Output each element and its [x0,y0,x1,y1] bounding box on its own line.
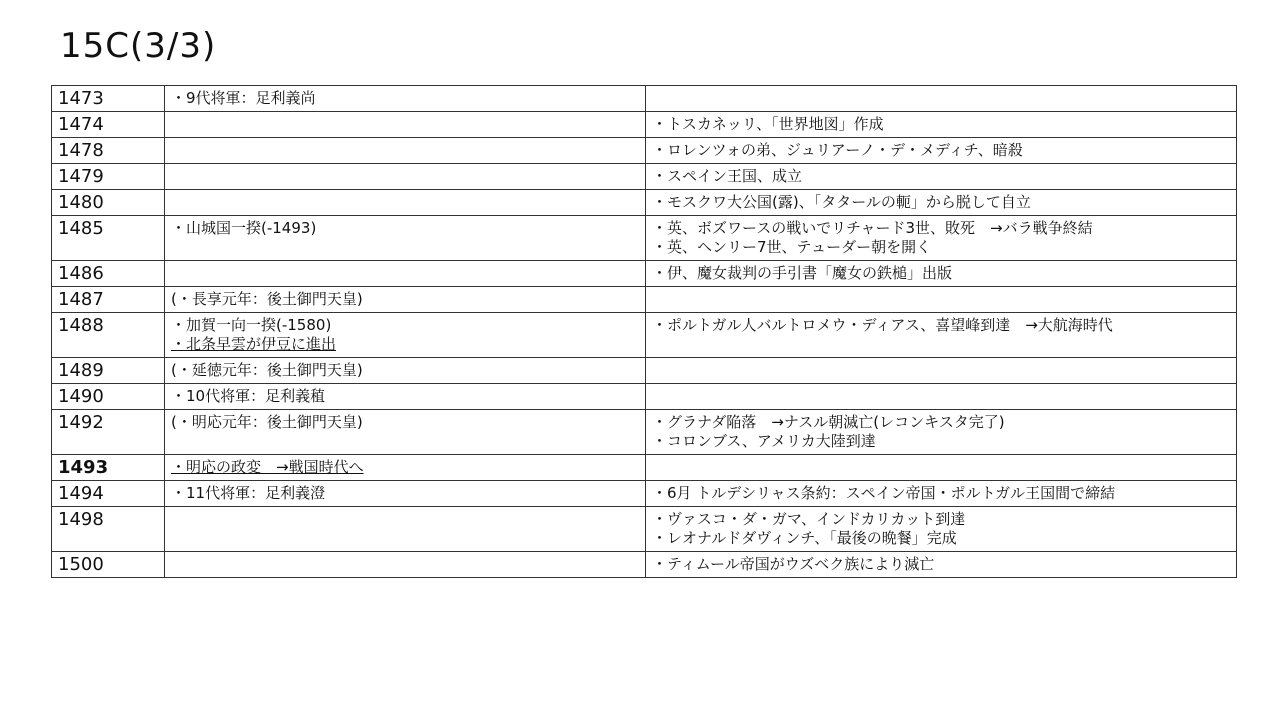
japan-cell [165,138,646,164]
event-text: (・長享元年：後土御門天皇) [171,290,363,308]
table-row [52,313,1237,358]
event-text: ・山城国一揆(-1493) [171,219,317,237]
year-cell: 1498 [52,507,165,552]
table-row [52,164,1237,190]
event-text-linked[interactable]: ・北条早雲が伊豆に進出 [171,335,337,353]
table-row [52,138,1237,164]
japan-cell [165,313,646,358]
japan-cell [165,287,646,313]
world-cell [646,112,1237,138]
year-cell: 1480 [52,190,165,216]
japan-cell [165,410,646,455]
table-row [52,112,1237,138]
table-row [52,287,1237,313]
event-text: ・モスクワ大公国(露)、「タタールの軛」から脱して自立 [652,193,1031,211]
table-row [52,507,1237,552]
year-cell: 1485 [52,216,165,261]
world-cell [646,164,1237,190]
table-row [52,410,1237,455]
table-row [52,190,1237,216]
world-cell [646,552,1237,578]
year-cell: 1492 [52,410,165,455]
table-row [52,358,1237,384]
japan-cell [165,261,646,287]
japan-cell [165,455,646,481]
world-cell [646,384,1237,410]
world-cell [646,138,1237,164]
japan-cell [165,164,646,190]
table-row [52,261,1237,287]
year-cell: 1490 [52,384,165,410]
year-cell: 1500 [52,552,165,578]
japan-cell [165,112,646,138]
event-text: ・ロレンツォの弟、ジュリアーノ・デ・メディチ、暗殺 [652,141,1023,159]
japan-cell [165,481,646,507]
event-text: ・グラナダ陥落 →ナスル朝滅亡(レコンキスタ完了) [652,413,1005,431]
table-row [52,455,1237,481]
event-text: ・英、ヘンリー7世、テューダー朝を開く [652,238,932,256]
event-text: ・スペイン王国、成立 [652,167,803,185]
year-cell: 1479 [52,164,165,190]
page-title: 15C(3/3) [60,26,217,66]
year-cell: 1478 [52,138,165,164]
japan-cell [165,507,646,552]
event-text-linked[interactable]: ・明応の政変 →戦国時代へ [171,458,364,476]
japan-cell [165,552,646,578]
year-cell: 1473 [52,86,165,112]
world-cell [646,507,1237,552]
event-text: ・ヴァスコ・ダ・ガマ、インドカリカット到達 [652,510,966,528]
event-text: ・レオナルドダヴィンチ、「最後の晩餐」完成 [652,529,957,547]
timeline-table [51,85,1237,578]
year-cell: 1474 [52,112,165,138]
event-text: ・コロンブス、アメリカ大陸到達 [652,432,876,450]
japan-cell [165,358,646,384]
year-cell: 1494 [52,481,165,507]
world-cell [646,313,1237,358]
table-row [52,384,1237,410]
year-cell: 1486 [52,261,165,287]
table-row [52,86,1237,112]
world-cell [646,190,1237,216]
table-row [52,552,1237,578]
event-text: ・10代将軍：足利義稙 [171,387,326,405]
year-cell: 1493 [52,455,165,481]
japan-cell [165,384,646,410]
event-text: ・ポルトガル人バルトロメウ・ディアス、喜望峰到達 →大航海時代 [652,316,1113,334]
event-text: ・加賀一向一揆(-1580) [171,316,332,334]
event-text: ・9代将軍：足利義尚 [171,89,316,107]
event-text: ・6月 トルデシリャス条約：スペイン帝国・ポルトガル王国間で締結 [652,484,1116,502]
event-text: ・11代将軍：足利義澄 [171,484,326,502]
event-text: ・伊、魔女裁判の手引書「魔女の鉄槌」出版 [652,264,953,282]
world-cell [646,455,1237,481]
japan-cell [165,86,646,112]
event-text: ・トスカネッリ、「世界地図」作成 [652,115,884,133]
table-row [52,216,1237,261]
world-cell [646,86,1237,112]
world-cell [646,410,1237,455]
year-cell: 1488 [52,313,165,358]
event-text: (・明応元年：後土御門天皇) [171,413,363,431]
world-cell [646,287,1237,313]
japan-cell [165,190,646,216]
japan-cell [165,216,646,261]
event-text: ・ティムール帝国がウズベク族により滅亡 [652,555,935,573]
event-text: ・英、ボズワースの戦いでリチャード3世、敗死 →バラ戦争終結 [652,219,1093,237]
world-cell [646,358,1237,384]
year-cell: 1489 [52,358,165,384]
event-text: (・延徳元年：後土御門天皇) [171,361,363,379]
world-cell [646,481,1237,507]
world-cell [646,261,1237,287]
table-row [52,481,1237,507]
year-cell: 1487 [52,287,165,313]
world-cell [646,216,1237,261]
